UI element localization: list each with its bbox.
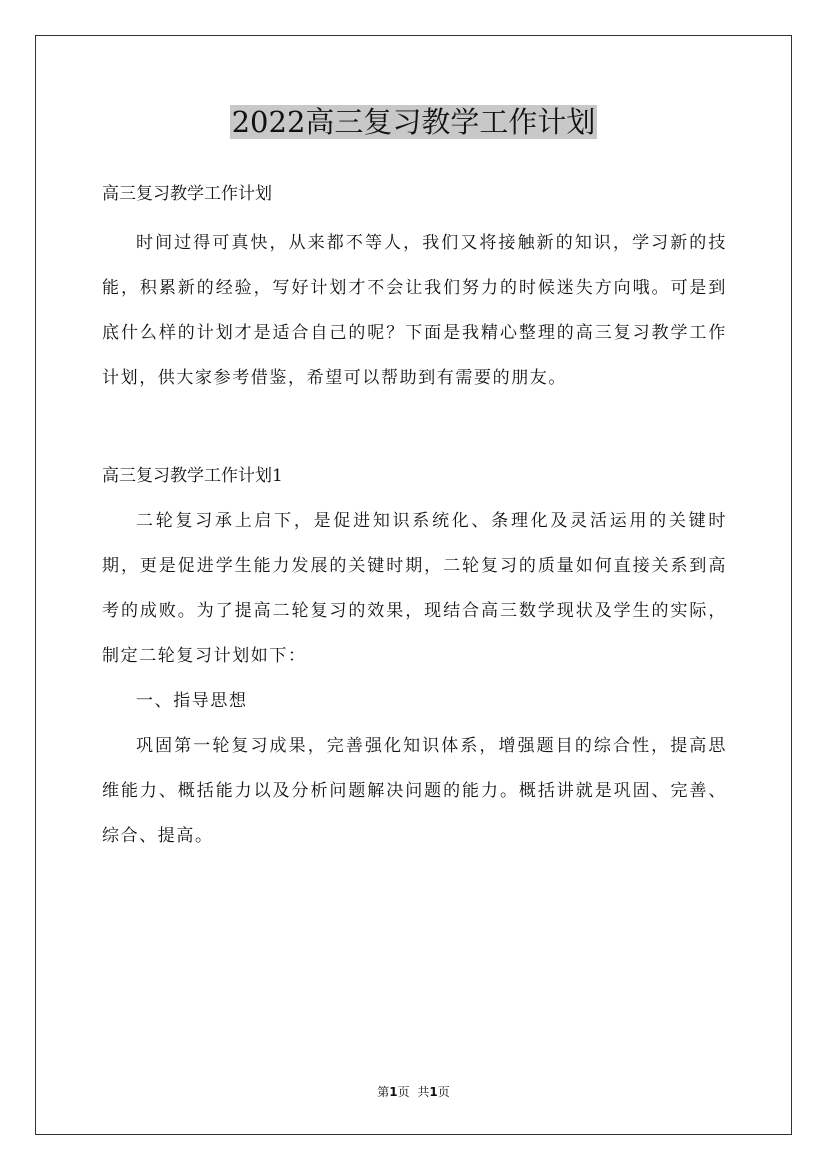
document-body [102, 174, 727, 859]
page-total: 1 [429, 1085, 438, 1099]
document-title-text: 2022高三复习教学工作计划 [231, 105, 596, 139]
section-spacer [102, 401, 727, 456]
subheading-guiding-ideology: 一、指导思想 [136, 691, 248, 711]
intro-paragraph: 时间过得可真快，从来都不等人，我们又将接触新的知识，学习新的技能，积累新的经验，写好计划才不会让我们努力的时候迷失方向哦。可是到底什么样的计划才是适合自己的呢？下面是我精心整理的高三复习教学工作计划，供大家参考借鉴，希望可以帮助到有需要的朋友。 [102, 233, 727, 388]
page-suffix: 页 [397, 1085, 410, 1099]
document-title [0, 103, 827, 141]
total-suffix: 页 [437, 1085, 450, 1099]
intro-heading: 高三复习教学工作计划 [102, 184, 272, 204]
section1-heading: 高三复习教学工作计划1 [102, 466, 283, 486]
guiding-ideology-paragraph: 巩固第一轮复习成果，完善强化知识体系，增强题目的综合性，提高思维能力、概括能力以及分析问题解决问题的能力。概括讲就是巩固、完善、综合、提高。 [102, 736, 727, 846]
page-prefix: 第 [377, 1085, 390, 1099]
total-prefix: 共 [417, 1085, 430, 1099]
page-current: 1 [389, 1085, 398, 1099]
section1-paragraph: 二轮复习承上启下，是促进知识系统化、条理化及灵活运用的关键时期，更是促进学生能力发展的关键时期，二轮复习的质量如何直接关系到高考的成败。为了提高二轮复习的效果，现结合高三数学现状及学生的实际，制定二轮复习计划如下： [102, 511, 727, 666]
page-footer [0, 1083, 827, 1100]
